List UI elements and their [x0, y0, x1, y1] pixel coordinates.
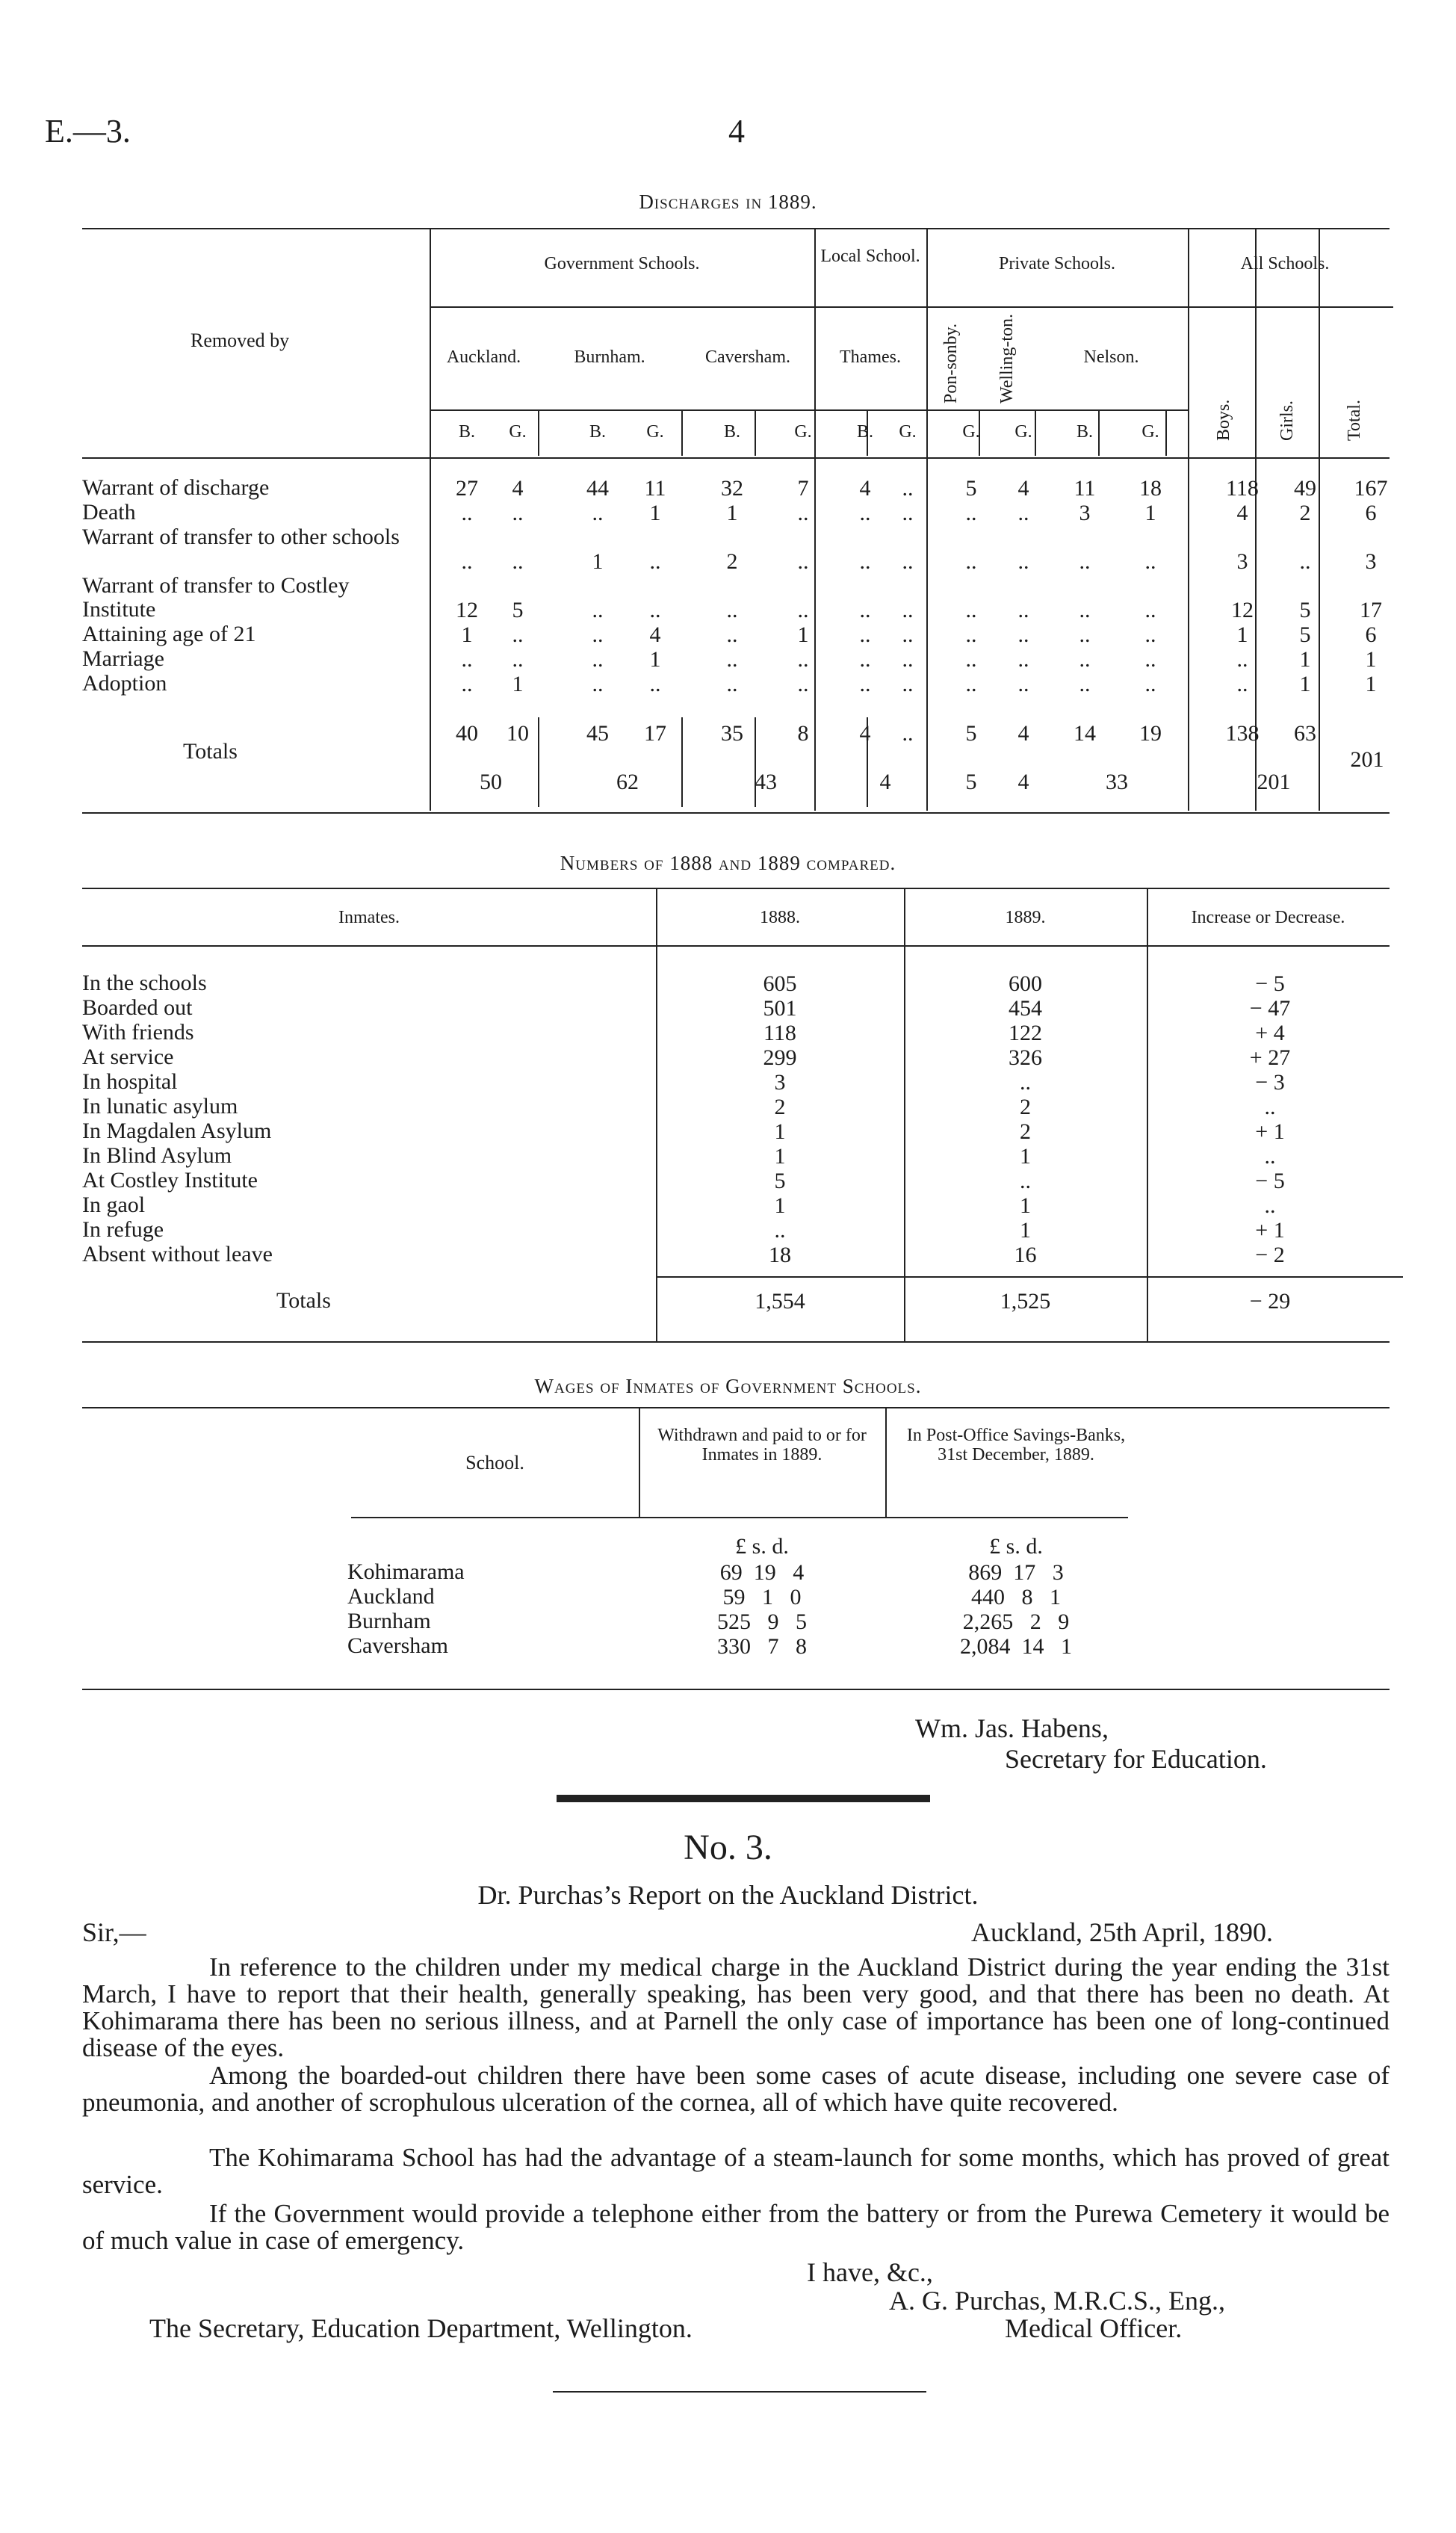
- row-label: At service: [82, 1045, 174, 1069]
- table-cell: 1: [1299, 647, 1311, 672]
- table-cell: ..: [461, 647, 473, 672]
- group-local: Local School.: [820, 247, 920, 266]
- value-1889: 122: [1009, 1021, 1042, 1045]
- table-cell: ..: [797, 598, 809, 622]
- table-cell: 4: [859, 476, 871, 501]
- table-cell: 1: [1365, 672, 1377, 696]
- group-rule: [430, 306, 1393, 308]
- table-cell: ..: [1017, 647, 1029, 672]
- table-cell: ..: [1079, 672, 1091, 696]
- table-cell: ..: [859, 647, 871, 672]
- table-cell: ..: [965, 501, 977, 525]
- value-change: − 5: [1255, 971, 1285, 996]
- value-change: − 3: [1255, 1070, 1285, 1095]
- total-cell: 5: [965, 721, 977, 746]
- sub-header-g: G.: [1014, 422, 1032, 442]
- value-1889: 2: [1020, 1119, 1031, 1144]
- table-cell: ..: [797, 501, 809, 525]
- table-cell: ..: [902, 501, 914, 525]
- combined-total-cell: 33: [1106, 770, 1128, 794]
- signature-title: Secretary for Education.: [1005, 1744, 1267, 1774]
- table-cell: ..: [1017, 598, 1029, 622]
- combined-total-cell: 5: [965, 770, 977, 794]
- table-cell: ..: [726, 647, 738, 672]
- table-cell: ..: [859, 501, 871, 525]
- table-cell: ..: [1079, 622, 1091, 647]
- school-nelson: Nelson.: [1083, 347, 1139, 367]
- signer-title: Medical Officer.: [1005, 2313, 1183, 2343]
- table-cell: 1: [1365, 647, 1377, 672]
- table-cell: ..: [965, 622, 977, 647]
- table-cell: 2: [1299, 501, 1311, 525]
- total-cell: ..: [902, 721, 914, 746]
- value-change: ..: [1264, 1095, 1276, 1119]
- total-cell: 4: [859, 721, 871, 746]
- table-cell: 3: [1365, 549, 1377, 574]
- report-paragraph-4: If the Government would provide a telephone either from the battery or from the Purewa Cemetery it would be of much value in case of emergency.: [82, 2199, 1390, 2255]
- table-cell: 17: [1360, 598, 1382, 622]
- header-1889: 1889.: [1005, 908, 1046, 927]
- table-cell: 1: [512, 672, 524, 696]
- row-label: Absent without leave: [82, 1242, 273, 1266]
- value-1889: ..: [1020, 1070, 1031, 1095]
- sub-header-b: B.: [1076, 422, 1093, 442]
- table-top-rule: [82, 888, 1390, 889]
- row-label: Adoption: [82, 671, 167, 696]
- total-cell: 45: [586, 721, 609, 746]
- value-1888: 501: [763, 996, 797, 1021]
- page-ref: E.—3.: [45, 113, 131, 149]
- table-cell: 18: [1139, 476, 1162, 501]
- total-cell: 35: [721, 721, 743, 746]
- table-cell: ..: [512, 647, 524, 672]
- table-cell: 5: [1299, 622, 1311, 647]
- total-cell: 14: [1074, 721, 1096, 746]
- report-paragraph-1: In reference to the children under my medical charge in the Auckland District during the year ending the 31st March, I have to report that their health, generally speaking, has been very good, and that there has been no death. At Kohimarama there has been no serious illness, and at Parnell the only case of importance has been one of long-continued disease of the eyes.: [82, 1952, 1390, 2062]
- sub-header-g: G.: [899, 422, 917, 442]
- row-label: Warrant of discharge: [82, 475, 270, 500]
- table-cell: 1: [1236, 622, 1248, 647]
- table-cell: 6: [1365, 501, 1377, 525]
- table-cell: 32: [721, 476, 743, 501]
- value-1888: 3: [774, 1070, 786, 1095]
- value-1888: 1: [774, 1193, 786, 1218]
- row-label: In Magdalen Asylum: [82, 1119, 272, 1143]
- table-top-rule: [82, 228, 1390, 229]
- column-divider: [430, 228, 431, 811]
- table-cell: ..: [592, 598, 604, 622]
- table-cell: 1: [592, 549, 604, 574]
- table-cell: ..: [1017, 622, 1029, 647]
- discharges-title: Discharges in 1889.: [639, 191, 817, 213]
- sub-header-b: B.: [458, 422, 475, 442]
- table-cell: ..: [797, 549, 809, 574]
- table-cell: 5: [965, 476, 977, 501]
- table-cell: 11: [644, 476, 666, 501]
- table-cell: 12: [456, 598, 478, 622]
- signer: A. G. Purchas, M.R.C.S., Eng.,: [889, 2286, 1226, 2316]
- value-1889: 1: [1020, 1218, 1031, 1243]
- total-cell: 4: [1017, 721, 1029, 746]
- report-number: No. 3.: [684, 1828, 772, 1867]
- school-ponsonby: Pon-sonby.: [941, 323, 961, 403]
- row-label: In lunatic asylum: [82, 1094, 238, 1119]
- table-cell: ..: [902, 647, 914, 672]
- value-change: + 1: [1255, 1119, 1285, 1144]
- row-label: Boarded out: [82, 995, 193, 1020]
- value-1888: 2: [774, 1095, 786, 1119]
- column-divider: [1188, 228, 1189, 811]
- row-label: With friends: [82, 1020, 194, 1045]
- report-title: Dr. Purchas’s Report on the Auckland District.: [477, 1880, 979, 1910]
- row-header: Removed by: [190, 330, 290, 351]
- sub-header-b: B.: [856, 422, 873, 442]
- table-cell: 27: [456, 476, 478, 501]
- header-1888: 1888.: [760, 908, 800, 927]
- table-cell: 4: [1017, 476, 1029, 501]
- combined-total-cell: 4: [879, 770, 891, 794]
- value-1888: 1: [774, 1144, 786, 1169]
- row-label: Attaining age of 21: [82, 622, 256, 646]
- totals-label: Totals: [276, 1288, 331, 1313]
- school-rule: [430, 409, 1188, 411]
- table-cell: 4: [1236, 501, 1248, 525]
- table-cell: ..: [797, 672, 809, 696]
- total-1889: 1,525: [1000, 1289, 1051, 1314]
- value-change: − 2: [1255, 1243, 1285, 1267]
- table-cell: ..: [965, 549, 977, 574]
- school-caversham: Caversham.: [705, 347, 790, 367]
- table-cell: ..: [797, 647, 809, 672]
- table-cell: 3: [1079, 501, 1091, 525]
- table-cell: ..: [649, 598, 661, 622]
- table-cell: 2: [726, 549, 738, 574]
- table-cell: 118: [1226, 476, 1259, 501]
- header-bottom-rule: [82, 457, 1390, 459]
- report-paragraph-3: The Kohimarama School has had the advantage of a steam-launch for some months, which has proved of great service.: [82, 2143, 1390, 2199]
- total-cell: 40: [456, 721, 478, 746]
- table-cell: ..: [1079, 647, 1091, 672]
- row-label: Warrant of transfer to Costley Institute: [82, 573, 350, 622]
- value-change: − 47: [1249, 996, 1291, 1021]
- school-name: Kohimarama: [347, 1559, 465, 1584]
- table-cell: ..: [1236, 647, 1248, 672]
- row-label: In the schools: [82, 971, 207, 995]
- row-label: In hospital: [82, 1069, 178, 1094]
- combined-total-cell: 43: [755, 770, 777, 794]
- table-cell: ..: [1299, 549, 1311, 574]
- value-1888: 18: [769, 1243, 791, 1267]
- total-change: − 29: [1249, 1289, 1291, 1314]
- table-cell: ..: [592, 622, 604, 647]
- withdrawn-amount: 525 9 5: [717, 1609, 807, 1634]
- withdrawn-amount: 59 1 0: [722, 1585, 802, 1609]
- end-rule: [553, 2391, 926, 2393]
- table-cell: 1: [1299, 672, 1311, 696]
- value-1889: 16: [1014, 1243, 1037, 1267]
- table-cell: 6: [1365, 622, 1377, 647]
- value-change: + 1: [1255, 1218, 1285, 1243]
- total-1888: 1,554: [755, 1289, 805, 1314]
- wages-title: Wages of Inmates of Government Schools.: [534, 1375, 922, 1397]
- row-label: In gaol: [82, 1193, 146, 1217]
- row-label: In Blind Asylum: [82, 1143, 232, 1168]
- table-cell: ..: [859, 672, 871, 696]
- savings-amount: 869 17 3: [968, 1560, 1064, 1585]
- value-1889: 454: [1009, 996, 1042, 1021]
- value-change: − 5: [1255, 1169, 1285, 1193]
- grand-total: 201: [1350, 747, 1384, 772]
- table-bottom-rule: [82, 1689, 1390, 1690]
- sub-header-g: G.: [509, 422, 527, 442]
- value-1888: 299: [763, 1045, 797, 1070]
- value-1889: ..: [1020, 1169, 1031, 1193]
- table-cell: 11: [1074, 476, 1096, 501]
- table-cell: ..: [902, 598, 914, 622]
- table-bottom-rule: [82, 1341, 1390, 1343]
- report-paragraph-2: Among the boarded-out children there have been some cases of acute disease, including one severe case of pneumonia, and another of scrophulous ulceration of the cornea, all of which have quite recovered.: [82, 2061, 1390, 2117]
- table-cell: ..: [902, 672, 914, 696]
- table-cell: 1: [649, 647, 661, 672]
- combined-total-cell: 62: [616, 770, 639, 794]
- value-1889: 600: [1009, 971, 1042, 996]
- closing: I have, &c.,: [807, 2257, 933, 2287]
- table-cell: ..: [1144, 598, 1156, 622]
- total-cell: 63: [1294, 721, 1316, 746]
- totals-rule: [656, 1276, 1403, 1278]
- column-divider: [885, 1408, 887, 1517]
- currency-header-withdrawn: £ s. d.: [735, 1534, 789, 1559]
- table-cell: ..: [1017, 501, 1029, 525]
- table-cell: ..: [1144, 672, 1156, 696]
- table-cell: ..: [726, 598, 738, 622]
- table-cell: ..: [1236, 672, 1248, 696]
- value-1888: 605: [763, 971, 797, 996]
- sub-header-g: G.: [1141, 422, 1159, 442]
- table-top-rule: [82, 1407, 1390, 1408]
- school-name: Auckland: [347, 1584, 435, 1609]
- total-cell: 138: [1225, 721, 1260, 746]
- currency-header-savings: £ s. d.: [989, 1534, 1043, 1559]
- table-cell: 7: [797, 476, 809, 501]
- table-cell: ..: [859, 598, 871, 622]
- table-cell: ..: [512, 501, 524, 525]
- row-label: In refuge: [82, 1217, 164, 1242]
- table-cell: 1: [1144, 501, 1156, 525]
- table-cell: ..: [902, 549, 914, 574]
- table-cell: ..: [1079, 598, 1091, 622]
- header-bottom-rule: [82, 945, 1390, 947]
- section-divider: [557, 1795, 930, 1802]
- school-name: Caversham: [347, 1633, 448, 1658]
- table-cell: 4: [649, 622, 661, 647]
- table-cell: 1: [461, 622, 473, 647]
- table-cell: ..: [649, 672, 661, 696]
- table-cell: 1: [649, 501, 661, 525]
- column-divider: [639, 1408, 640, 1517]
- value-change: + 4: [1255, 1021, 1285, 1045]
- sub-header-g: G.: [962, 422, 980, 442]
- col-girls: Girls.: [1277, 400, 1297, 441]
- withdrawn-amount: 330 7 8: [717, 1634, 807, 1659]
- school-auckland: Auckland.: [446, 347, 521, 367]
- group-government: Government Schools.: [544, 254, 700, 273]
- header-withdrawn: Withdrawn and paid to or for Inmates in 1889.: [657, 1426, 867, 1465]
- table-cell: ..: [512, 622, 524, 647]
- table-cell: 5: [512, 598, 524, 622]
- table-cell: ..: [902, 622, 914, 647]
- value-1888: 118: [763, 1021, 796, 1045]
- table-cell: ..: [1017, 672, 1029, 696]
- school-thames: Thames.: [840, 347, 901, 367]
- table-cell: 49: [1294, 476, 1316, 501]
- savings-amount: 2,084 14 1: [960, 1634, 1072, 1659]
- value-1888: ..: [774, 1218, 786, 1243]
- table-cell: 1: [797, 622, 809, 647]
- table-cell: ..: [1144, 549, 1156, 574]
- sub-header-g: G.: [646, 422, 664, 442]
- table-cell: ..: [1079, 549, 1091, 574]
- row-label: Death: [82, 500, 136, 525]
- salutation: Sir,—: [82, 1917, 146, 1947]
- table-cell: ..: [726, 672, 738, 696]
- table-cell: 1: [726, 501, 738, 525]
- combined-total-cell: 50: [480, 770, 502, 794]
- sub-header-b: B.: [723, 422, 740, 442]
- table-cell: ..: [592, 501, 604, 525]
- table-cell: ..: [859, 622, 871, 647]
- value-change: ..: [1264, 1193, 1276, 1218]
- total-cell: 17: [644, 721, 666, 746]
- column-divider: [681, 717, 683, 807]
- row-label: Warrant of transfer to other schools: [82, 525, 400, 549]
- school-burnham: Burnham.: [574, 347, 645, 367]
- sub-header-g: G.: [794, 422, 812, 442]
- header-savings: In Post-Office Savings-Banks, 31st December, 1889.: [906, 1426, 1126, 1465]
- table-cell: 5: [1299, 598, 1311, 622]
- combined-total-cell: 201: [1257, 770, 1291, 794]
- table-cell: ..: [726, 622, 738, 647]
- sub-header-b: B.: [589, 422, 606, 442]
- total-cell: 19: [1139, 721, 1162, 746]
- value-change: + 27: [1249, 1045, 1291, 1070]
- table-cell: ..: [461, 549, 473, 574]
- table-cell: 3: [1236, 549, 1248, 574]
- table-cell: ..: [965, 598, 977, 622]
- group-all: All Schools.: [1240, 254, 1330, 273]
- table-cell: ..: [1144, 647, 1156, 672]
- table-cell: ..: [649, 549, 661, 574]
- table-cell: 44: [586, 476, 609, 501]
- row-label: At Costley Institute: [82, 1168, 258, 1193]
- table-cell: ..: [1144, 622, 1156, 647]
- col-total: Total.: [1345, 400, 1364, 441]
- header-bottom-rule: [351, 1517, 1128, 1518]
- savings-amount: 2,265 2 9: [962, 1609, 1070, 1634]
- table-cell: ..: [461, 672, 473, 696]
- addressee: The Secretary, Education Department, Wellington.: [149, 2313, 693, 2343]
- value-1888: 5: [774, 1169, 786, 1193]
- table-cell: ..: [1017, 549, 1029, 574]
- school-name: Burnham: [347, 1609, 431, 1633]
- value-1889: 1: [1020, 1193, 1031, 1218]
- page-number: 4: [728, 113, 745, 149]
- col-boys: Boys.: [1214, 399, 1233, 441]
- table-cell: ..: [902, 476, 914, 501]
- school-wellington: Welling-ton.: [997, 313, 1017, 403]
- value-1888: 1: [774, 1119, 786, 1144]
- table-cell: ..: [965, 672, 977, 696]
- table-cell: ..: [592, 647, 604, 672]
- value-change: ..: [1264, 1144, 1276, 1169]
- value-1889: 326: [1009, 1045, 1042, 1070]
- table-cell: ..: [965, 647, 977, 672]
- header-inmates: Inmates.: [338, 908, 400, 927]
- group-private: Private Schools.: [999, 254, 1115, 273]
- value-1889: 2: [1020, 1095, 1031, 1119]
- totals-label: Totals: [183, 739, 238, 764]
- table-cell: ..: [592, 672, 604, 696]
- place-date: Auckland, 25th April, 1890.: [971, 1917, 1273, 1947]
- table-cell: ..: [859, 549, 871, 574]
- header-change: Increase or Decrease.: [1191, 908, 1345, 927]
- value-1889: 1: [1020, 1144, 1031, 1169]
- table-cell: 12: [1231, 598, 1254, 622]
- row-label: Marriage: [82, 646, 164, 671]
- savings-amount: 440 8 1: [971, 1585, 1061, 1609]
- total-cell: 8: [797, 721, 809, 746]
- table-cell: ..: [461, 501, 473, 525]
- table-cell: 4: [512, 476, 524, 501]
- table-cell: ..: [512, 549, 524, 574]
- table-bottom-rule: [82, 812, 1390, 814]
- withdrawn-amount: 69 19 4: [719, 1560, 805, 1585]
- numbers-title: Numbers of 1888 and 1889 compared.: [560, 852, 896, 874]
- signature-name: Wm. Jas. Habens,: [915, 1713, 1109, 1743]
- total-cell: 10: [506, 721, 529, 746]
- header-school: School.: [465, 1452, 524, 1473]
- combined-total-cell: 4: [1017, 770, 1029, 794]
- table-cell: 167: [1354, 476, 1388, 501]
